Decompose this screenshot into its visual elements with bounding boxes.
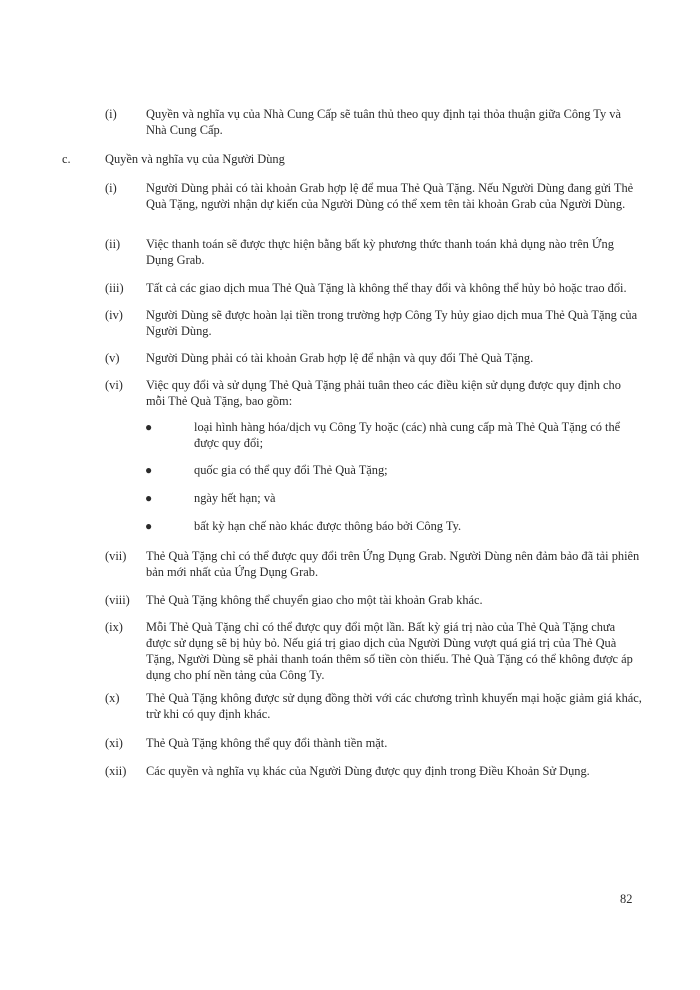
- clause-number: (ii): [105, 237, 121, 251]
- page-number: 82: [620, 892, 633, 906]
- bullet-text: quốc gia có thể quy đổi Thẻ Quà Tặng;: [194, 463, 388, 477]
- clause-number: (vi): [105, 378, 123, 392]
- clause-number: (x): [105, 691, 120, 705]
- clause-number: (iv): [105, 308, 123, 322]
- clause-text: Thẻ Quà Tặng không được sử dụng đồng thời với các chương trình khuyến mại hoặc giảm giá khác, trừ khi có quy định khác.: [146, 691, 642, 721]
- section-title: Quyền và nghĩa vụ của Người Dùng: [105, 152, 285, 166]
- bullet-text: ngày hết hạn; và: [194, 491, 276, 505]
- clause-text: Các quyền và nghĩa vụ khác của Người Dùng được quy định trong Điều Khoản Sử Dụng.: [146, 764, 590, 778]
- bullet-icon: ●: [145, 519, 153, 533]
- clause-text: Quyền và nghĩa vụ của Nhà Cung Cấp sẽ tuân thủ theo quy định tại thỏa thuận giữa Công Ty và Nhà Cung Cấp.: [146, 107, 621, 137]
- clause-text: Mỗi Thẻ Quà Tặng chỉ có thể được quy đổi một lần. Bất kỳ giá trị nào của Thẻ Quà Tặng chưa được sử dụng sẽ bị hủy bỏ. Nếu giá trị giao dịch của Người Dùng vượt quá giá trị của Thẻ Quà Tặng, Người Dùng sẽ phải thanh toán thêm số tiền còn thiếu. Thẻ Quà Tặng có thể không được áp dụng cho phí nền tảng của Công Ty.: [146, 620, 633, 682]
- clause-number: (xii): [105, 764, 127, 778]
- bullet-text: loại hình hàng hóa/dịch vụ Công Ty hoặc (các) nhà cung cấp mà Thẻ Quà Tặng có thể được quy đổi;: [194, 420, 621, 450]
- clause-number: (v): [105, 351, 120, 365]
- bullet-icon: ●: [145, 491, 153, 505]
- clause-number: (ix): [105, 620, 123, 634]
- clause-number: (vii): [105, 549, 127, 563]
- clause-text: Thẻ Quà Tặng không thể chuyển giao cho một tài khoản Grab khác.: [146, 593, 483, 607]
- clause-text: Tất cả các giao dịch mua Thẻ Quà Tặng là không thể thay đổi và không thể hủy bỏ hoặc trao đổi.: [146, 281, 627, 295]
- clause-number: (viii): [105, 593, 130, 607]
- bullet-icon: ●: [145, 463, 153, 477]
- clause-text: Thẻ Quà Tặng không thể quy đổi thành tiền mặt.: [146, 736, 388, 750]
- clause-number: (xi): [105, 736, 123, 750]
- clause-number: (i): [105, 181, 117, 195]
- clause-text: Việc quy đổi và sử dụng Thẻ Quà Tặng phải tuân theo các điều kiện sử dụng được quy định cho mỗi Thẻ Quà Tặng, bao gồm:: [146, 378, 621, 408]
- clause-text: Người Dùng phải có tài khoản Grab hợp lệ để mua Thẻ Quà Tặng. Nếu Người Dùng đang gửi Thẻ Quà Tặng, người nhận dự kiến của Người Dùng có thể xem tên tài khoản Grab của Người Dùng.: [146, 181, 634, 211]
- clause-text: Người Dùng sẽ được hoàn lại tiền trong trường hợp Công Ty hủy giao dịch mua Thẻ Quà Tặng của Người Dùng.: [146, 308, 638, 338]
- bullet-text: bất kỳ hạn chế nào khác được thông báo bởi Công Ty.: [194, 519, 462, 533]
- section-letter: c.: [62, 152, 71, 166]
- clause-text: Thẻ Quà Tặng chỉ có thể được quy đổi trên Ứng Dụng Grab. Người Dùng nên đảm bảo đã tải phiên bản mới nhất của Ứng Dụng Grab.: [146, 549, 640, 579]
- clause-number: (iii): [105, 281, 124, 295]
- clause-text: Việc thanh toán sẽ được thực hiện bằng bất kỳ phương thức thanh toán khả dụng nào trên Ứng Dụng Grab.: [146, 237, 614, 267]
- clause-text: Người Dùng phải có tài khoản Grab hợp lệ để nhận và quy đổi Thẻ Quà Tặng.: [146, 351, 534, 365]
- clause-number: (i): [105, 107, 117, 121]
- bullet-icon: ●: [145, 420, 153, 434]
